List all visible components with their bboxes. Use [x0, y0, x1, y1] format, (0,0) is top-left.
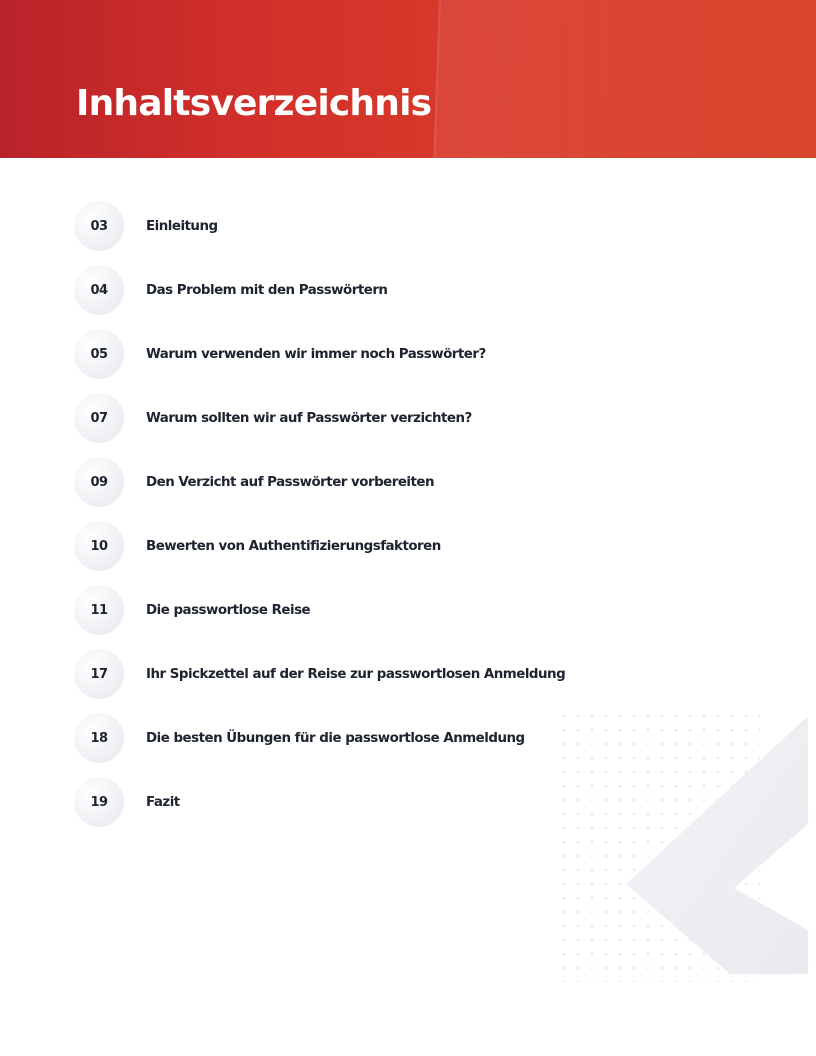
page-number-badge	[74, 585, 124, 635]
toc-entry[interactable]	[74, 584, 634, 636]
header-sheen	[434, 0, 816, 158]
page-number: 05	[90, 346, 108, 362]
toc-entry[interactable]	[74, 776, 634, 828]
toc-entry-title: Das Problem mit den Passwörtern	[146, 282, 388, 298]
toc-entry-title: Warum verwenden wir immer noch Passwörter?	[146, 346, 486, 362]
page-number: 11	[90, 602, 108, 618]
page-number: 10	[90, 538, 108, 554]
toc-entry-title: Ihr Spickzettel auf der Reise zur passwortlosen Anmeldung	[146, 666, 566, 682]
page-number-badge	[74, 713, 124, 763]
page-number-badge	[74, 777, 124, 827]
toc-entry-title: Fazit	[146, 794, 180, 810]
toc-entry-title: Bewerten von Authentifizierungsfaktoren	[146, 538, 441, 554]
table-of-contents	[74, 200, 634, 840]
header-banner	[0, 0, 816, 158]
toc-entry[interactable]	[74, 456, 634, 508]
page-number-badge	[74, 329, 124, 379]
page-number: 07	[90, 410, 108, 426]
page-number: 19	[90, 794, 108, 810]
page-number-badge	[74, 265, 124, 315]
page-number-badge	[74, 649, 124, 699]
toc-entry[interactable]	[74, 712, 634, 764]
toc-entry[interactable]	[74, 520, 634, 572]
page-number: 17	[90, 666, 108, 682]
toc-entry[interactable]	[74, 264, 634, 316]
page-number: 03	[90, 218, 108, 234]
toc-entry[interactable]	[74, 328, 634, 380]
page-number-badge	[74, 521, 124, 571]
page-number: 09	[90, 474, 108, 490]
toc-entry[interactable]	[74, 200, 634, 252]
page-number-badge	[74, 457, 124, 507]
toc-entry-title: Warum sollten wir auf Passwörter verzichten?	[146, 410, 472, 426]
page-number-badge	[74, 393, 124, 443]
toc-entry-title: Die besten Übungen für die passwortlose Anmeldung	[146, 730, 525, 746]
chevron-left-decoration-icon	[560, 712, 816, 982]
toc-entry-title: Den Verzicht auf Passwörter vorbereiten	[146, 474, 435, 490]
page-title: Inhaltsverzeichnis	[76, 83, 432, 124]
toc-entry[interactable]	[74, 648, 634, 700]
toc-entry-title: Die passwortlose Reise	[146, 602, 311, 618]
page-number: 18	[90, 730, 108, 746]
toc-entry-title: Einleitung	[146, 218, 218, 234]
toc-entry[interactable]	[74, 392, 634, 444]
page-number: 04	[90, 282, 108, 298]
page-number-badge	[74, 201, 124, 251]
